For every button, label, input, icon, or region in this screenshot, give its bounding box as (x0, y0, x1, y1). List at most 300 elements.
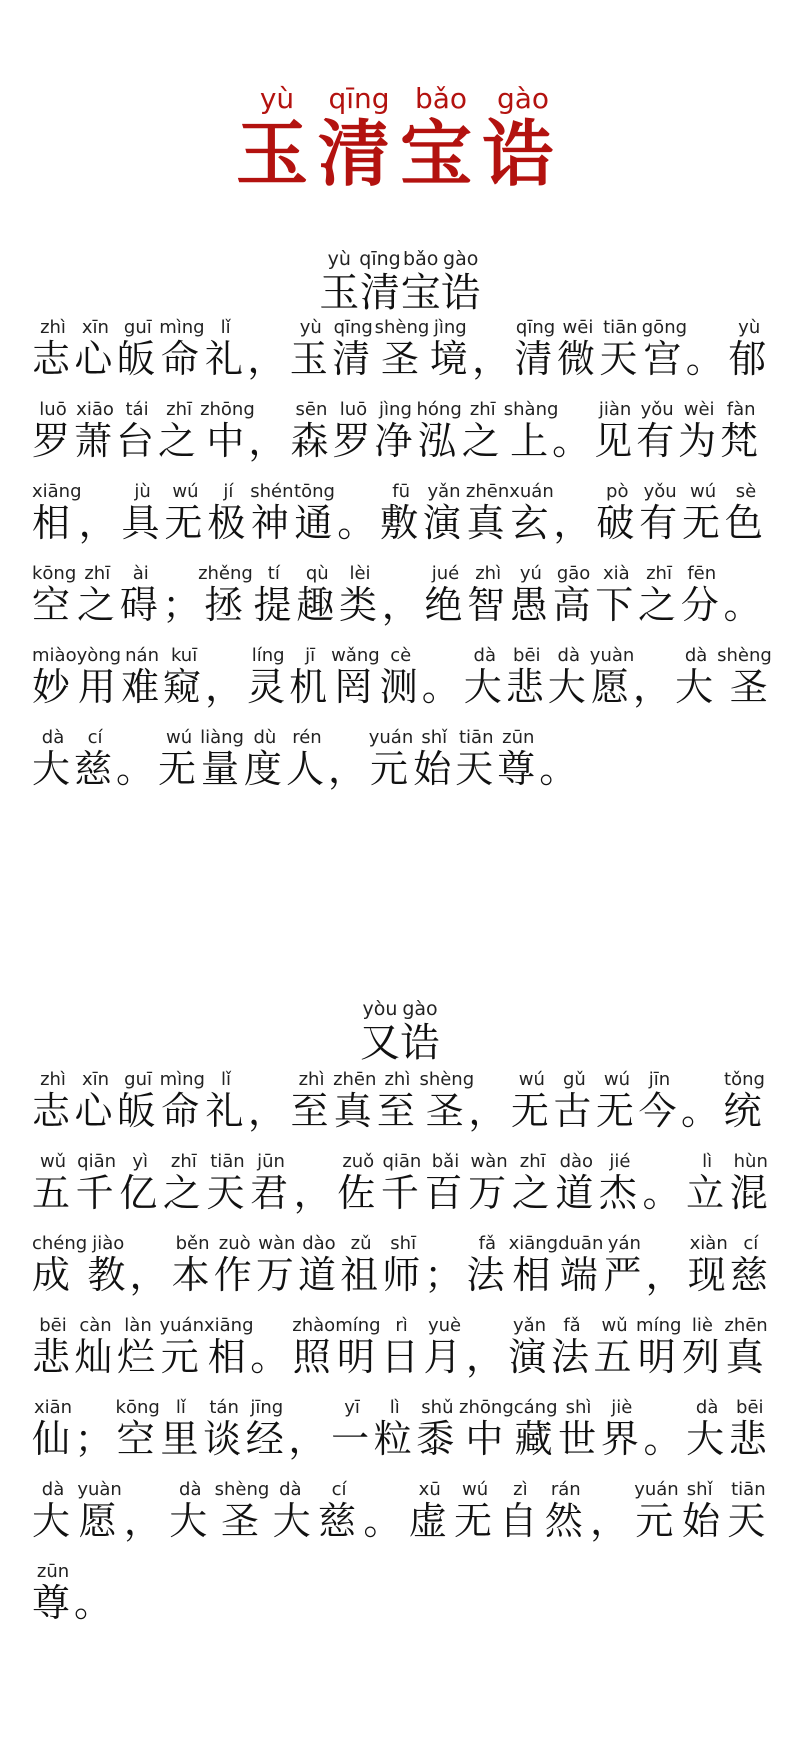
pinyin-label: mìng (159, 1069, 205, 1090)
hanzi-with-pinyin: 天tiān (727, 1479, 770, 1543)
hanzi-with-pinyin: 下xià (595, 563, 639, 627)
hanzi-with-pinyin: 中zhōng (200, 399, 255, 463)
pinyin-label: shén (250, 481, 294, 502)
punctuation: ； (74, 1417, 117, 1461)
pinyin-label: zuò (213, 1233, 256, 1254)
hanzi-with-pinyin: 之zhī (162, 1151, 207, 1215)
hanzi-with-pinyin: 祖zǔ (340, 1233, 383, 1297)
hanzi-with-pinyin: 粒lì (373, 1397, 417, 1461)
pinyin-label: yǎn (423, 481, 466, 502)
pinyin-label: zhī (158, 399, 201, 420)
pinyin-label: shèng (374, 317, 430, 338)
section-body-1 (32, 318, 772, 810)
hanzi-with-pinyin: 难nán (121, 645, 164, 709)
hanzi-with-pinyin: 提tí (252, 563, 297, 627)
hanzi-with-pinyin: 之zhī (158, 399, 201, 463)
hanzi-with-pinyin: 大dà (686, 1397, 729, 1461)
hanzi-with-pinyin: 罔wǎng (331, 645, 380, 709)
pinyin-label: lì (686, 1151, 729, 1172)
hanzi-with-pinyin: 大dà (32, 1479, 78, 1543)
hanzi-with-pinyin: 大dà (169, 1479, 215, 1543)
pinyin-label: jìng (429, 317, 472, 338)
punctuation: ， (205, 665, 248, 709)
punctuation: 。 (642, 1171, 687, 1215)
hanzi-with-pinyin: 照zhào (292, 1315, 336, 1379)
section-title-2 (0, 998, 800, 1066)
hanzi-with-pinyin: 诰gào (482, 82, 565, 197)
pinyin-label: zhōng (459, 1397, 514, 1418)
hanzi-with-pinyin: 皈guī (116, 317, 160, 381)
hanzi-with-pinyin: 现xiàn (687, 1233, 730, 1297)
pinyin-label: bēi (505, 645, 548, 666)
hanzi-with-pinyin: 度dù (243, 727, 286, 791)
pinyin-label: yù (235, 82, 318, 116)
pinyin-label: jié (598, 1151, 641, 1172)
hanzi-with-pinyin: 无wú (510, 1069, 554, 1133)
hanzi-with-pinyin: 破pò (596, 481, 640, 545)
hanzi-with-pinyin: 碍ài (119, 563, 163, 627)
pinyin-label: zhī (76, 563, 119, 584)
punctuation: ， (472, 337, 515, 381)
pinyin-label: zūn (32, 1561, 75, 1582)
hanzi-with-pinyin: 自zì (499, 1479, 545, 1543)
pinyin-label: zhī (638, 563, 681, 584)
hanzi-with-pinyin: 藏cáng (513, 1397, 558, 1461)
hanzi-with-pinyin: 智zhì (467, 563, 510, 627)
hanzi-with-pinyin: 然rán (544, 1479, 591, 1543)
hanzi-with-pinyin: 千qiān (75, 1151, 120, 1215)
hanzi-with-pinyin: 万wàn (255, 1233, 298, 1297)
pinyin-label: yǒu (639, 481, 682, 502)
pinyin-label: zhì (32, 1069, 75, 1090)
hanzi-with-pinyin: 皈guī (117, 1069, 160, 1133)
hanzi-with-pinyin: 又yòu (360, 998, 400, 1066)
pinyin-label: zǔ (340, 1233, 383, 1254)
pinyin-label: dà (169, 1479, 212, 1500)
pinyin-label: tiān (206, 1151, 249, 1172)
hanzi-with-pinyin: 烂làn (117, 1315, 160, 1379)
punctuation: ， (293, 1171, 338, 1215)
pinyin-label: dà (269, 1479, 312, 1500)
pinyin-label: sēn (290, 399, 333, 420)
punctuation: ， (247, 337, 290, 381)
hanzi-with-pinyin: 宝bǎo (400, 248, 441, 316)
pinyin-label: qīng (332, 317, 375, 338)
hanzi-with-pinyin: 灵líng (247, 645, 290, 709)
pinyin-label: xiān (32, 1397, 74, 1418)
punctuation: ， (466, 1335, 509, 1379)
pinyin-label: yuán (368, 727, 414, 748)
hanzi-with-pinyin: 混hùn (729, 1151, 772, 1215)
pinyin-label: wàn (255, 1233, 298, 1254)
pinyin-label: tǒng (723, 1069, 766, 1090)
hanzi-with-pinyin: 本běn (171, 1233, 214, 1297)
hanzi-with-pinyin: 之zhī (76, 563, 120, 627)
pinyin-label: jué (424, 563, 467, 584)
hanzi-with-pinyin: 世shì (557, 1397, 601, 1461)
hanzi-with-pinyin: 谈tán (203, 1397, 246, 1461)
pinyin-label: zhēn (333, 1069, 377, 1090)
pinyin-label: qīng (359, 248, 401, 270)
punctuation: 。 (539, 747, 582, 791)
hanzi-with-pinyin: 诰gào (400, 998, 440, 1066)
pinyin-label: wú (682, 481, 725, 502)
hanzi-with-pinyin: 清qīng (332, 317, 375, 381)
punctuation: 。 (363, 1499, 409, 1543)
pinyin-label: yòng (76, 645, 122, 666)
hanzi-with-pinyin: 至zhì (290, 1069, 334, 1133)
pinyin-label: tōng (293, 481, 336, 502)
hanzi-with-pinyin: 尊zūn (497, 727, 540, 791)
hanzi-with-pinyin: 百bǎi (424, 1151, 469, 1215)
pinyin-label: zuǒ (337, 1151, 380, 1172)
hanzi-with-pinyin: 无wú (682, 481, 725, 545)
hanzi-with-pinyin: 通tōng (293, 481, 338, 545)
hanzi-with-pinyin: 空kōng (115, 1397, 160, 1461)
pinyin-label: guī (117, 1069, 160, 1090)
pinyin-label: rén (285, 727, 328, 748)
hanzi-with-pinyin: 道dào (297, 1233, 341, 1297)
hanzi-with-pinyin: 有yǒu (636, 399, 679, 463)
pinyin-label: xiāo (74, 399, 117, 420)
punctuation: 。 (249, 1335, 293, 1379)
pinyin-label: hóng (416, 399, 462, 420)
pinyin-label: jīn (638, 1069, 681, 1090)
punctuation: ， (633, 665, 676, 709)
hanzi-with-pinyin: 类lèi (338, 563, 382, 627)
punctuation: 。 (74, 1581, 117, 1625)
pinyin-label: yú (509, 563, 552, 584)
pinyin-label: bēi (32, 1315, 75, 1336)
punctuation: 。 (685, 337, 729, 381)
pinyin-label: yǒu (636, 399, 679, 420)
hanzi-with-pinyin: 里lǐ (159, 1397, 204, 1461)
hanzi-with-pinyin: 梵fàn (720, 399, 763, 463)
pinyin-label: zhōng (200, 399, 255, 420)
hanzi-with-pinyin: 测cè (379, 645, 422, 709)
pinyin-label: lǐ (159, 1397, 202, 1418)
pinyin-label: bǎi (424, 1151, 467, 1172)
hanzi-with-pinyin: 玉yù (235, 82, 318, 197)
hanzi-with-pinyin: 圣shèng (374, 317, 430, 381)
pinyin-label: wǔ (32, 1151, 75, 1172)
hanzi-with-pinyin: 圣shèng (214, 1479, 270, 1543)
pinyin-label: wú (510, 1069, 553, 1090)
pinyin-label: xīn (74, 317, 117, 338)
punctuation: ， (248, 419, 291, 463)
pinyin-label: fǎ (466, 1233, 509, 1254)
pinyin-label: wèi (678, 399, 721, 420)
punctuation: ； (424, 1253, 467, 1297)
pinyin-label: gào (400, 998, 440, 1020)
punctuation: ， (327, 747, 370, 791)
hanzi-with-pinyin: 灿càn (74, 1315, 117, 1379)
pinyin-label: tiān (455, 727, 498, 748)
pinyin-label: yuán (634, 1479, 679, 1500)
pinyin-label: zūn (497, 727, 540, 748)
pinyin-label: wǎng (331, 645, 380, 666)
pinyin-label: dà (686, 1397, 729, 1418)
hanzi-with-pinyin: 无wú (595, 1069, 639, 1133)
hanzi-with-pinyin: 演yǎn (508, 1315, 552, 1379)
hanzi-with-pinyin: 月yuè (423, 1315, 467, 1379)
hanzi-with-pinyin: 大dà (463, 645, 506, 709)
main-title (0, 82, 800, 197)
pinyin-label: cáng (513, 1397, 558, 1418)
hanzi-with-pinyin: 一yī (331, 1397, 374, 1461)
hanzi-with-pinyin: 五wǔ (32, 1151, 76, 1215)
hanzi-with-pinyin: 见jiàn (594, 399, 637, 463)
punctuation: ， (590, 1499, 636, 1543)
pinyin-label: zhì (32, 317, 75, 338)
pinyin-label: qiān (75, 1151, 118, 1172)
pinyin-label: xīn (74, 1069, 117, 1090)
hanzi-with-pinyin: 具jù (121, 481, 165, 545)
pinyin-label: lèi (338, 563, 381, 584)
pinyin-label: yù (289, 317, 332, 338)
pinyin-label: zhì (290, 1069, 333, 1090)
punctuation: 。 (643, 1417, 687, 1461)
punctuation: 。 (421, 665, 464, 709)
pinyin-label: dào (297, 1233, 340, 1254)
hanzi-with-pinyin: 天tiān (455, 727, 498, 791)
hanzi-with-pinyin: 尊zūn (32, 1561, 75, 1625)
hanzi-with-pinyin: 悲bēi (728, 1397, 771, 1461)
hanzi-with-pinyin: 相xiāng (203, 1315, 254, 1379)
hanzi-with-pinyin: 大dà (675, 645, 718, 709)
hanzi-with-pinyin: 圣shèng (717, 645, 772, 709)
pinyin-label: yù (728, 317, 771, 338)
pinyin-label: wú (158, 727, 201, 748)
pinyin-label: jūn (250, 1151, 293, 1172)
hanzi-with-pinyin: 严yán (603, 1233, 646, 1297)
hanzi-with-pinyin: 大dà (547, 645, 590, 709)
section-body-2 (32, 1070, 772, 1644)
hanzi-with-pinyin: 亿yì (119, 1151, 163, 1215)
pinyin-label: lì (373, 1397, 416, 1418)
pinyin-label: xià (595, 563, 638, 584)
pinyin-label: sè (724, 481, 767, 502)
pinyin-label: yán (603, 1233, 646, 1254)
pinyin-label: nán (121, 645, 164, 666)
pinyin-label: fàn (720, 399, 763, 420)
hanzi-with-pinyin: 教jiào (87, 1233, 130, 1297)
pinyin-label: yǎn (508, 1315, 551, 1336)
hanzi-with-pinyin: 演yǎn (423, 481, 466, 545)
pinyin-label: ài (119, 563, 162, 584)
hanzi-with-pinyin: 礼lǐ (204, 317, 248, 381)
hanzi-with-pinyin: 元yuán (634, 1479, 679, 1543)
hanzi-with-pinyin: 真zhēn (724, 1315, 768, 1379)
hanzi-with-pinyin: 中zhōng (459, 1397, 514, 1461)
hanzi-with-pinyin: 高gāo (552, 563, 596, 627)
pinyin-label: cí (729, 1233, 772, 1254)
pinyin-label: jiàn (594, 399, 637, 420)
punctuation: ， (645, 1253, 688, 1297)
pinyin-label: wú (595, 1069, 638, 1090)
hanzi-with-pinyin: 用yòng (76, 645, 122, 709)
hanzi-with-pinyin: 色sè (724, 481, 767, 545)
hanzi-with-pinyin: 之zhī (461, 399, 504, 463)
hanzi-with-pinyin: 古gǔ (553, 1069, 596, 1133)
hanzi-with-pinyin: 空kōng (32, 563, 77, 627)
hanzi-with-pinyin: 有yǒu (639, 481, 683, 545)
hanzi-with-pinyin: 清qīng (317, 82, 400, 197)
hanzi-with-pinyin: 五wǔ (593, 1315, 637, 1379)
hanzi-with-pinyin: 立lì (686, 1151, 730, 1215)
hanzi-with-pinyin: 天tiān (599, 317, 642, 381)
hanzi-with-pinyin: 悲bēi (32, 1315, 75, 1379)
pinyin-label: qù (296, 563, 339, 584)
hanzi-with-pinyin: 无wú (158, 727, 201, 791)
hanzi-with-pinyin: 真zhēn (333, 1069, 377, 1133)
pinyin-label: wú (454, 1479, 497, 1500)
pinyin-label: yī (331, 1397, 374, 1418)
pinyin-label: jù (121, 481, 164, 502)
hanzi-with-pinyin: 法fǎ (551, 1315, 594, 1379)
pinyin-label: shì (557, 1397, 600, 1418)
hanzi-with-pinyin: 罗luō (332, 399, 375, 463)
hanzi-with-pinyin: 之zhī (638, 563, 681, 627)
pinyin-label: mìng (159, 317, 205, 338)
pinyin-label: shǔ (416, 1397, 459, 1418)
hanzi-with-pinyin: 万wàn (468, 1151, 512, 1215)
hanzi-with-pinyin: 师shī (382, 1233, 425, 1297)
hanzi-with-pinyin: 敷fū (380, 481, 424, 545)
pinyin-label: dà (463, 645, 506, 666)
pinyin-label: cí (318, 1479, 361, 1500)
punctuation: 。 (680, 1089, 724, 1133)
hanzi-with-pinyin: 慈cí (74, 727, 117, 791)
punctuation: ， (120, 1499, 170, 1543)
punctuation: 。 (116, 747, 159, 791)
hanzi-with-pinyin: 始shǐ (413, 727, 456, 791)
pinyin-label: xiāng (32, 481, 82, 502)
pinyin-label: jiè (600, 1397, 643, 1418)
hanzi-with-pinyin: 清qīng (514, 317, 557, 381)
pinyin-label: lǐ (204, 317, 247, 338)
pinyin-label: zhēn (465, 481, 510, 502)
pinyin-label: fēn (680, 563, 723, 584)
pinyin-label: zhào (292, 1315, 336, 1336)
pinyin-label: zì (499, 1479, 542, 1500)
hanzi-with-pinyin: 绝jué (424, 563, 468, 627)
pinyin-label: yuàn (77, 1479, 122, 1500)
hanzi-with-pinyin: 黍shǔ (416, 1397, 460, 1461)
pinyin-label: gāo (552, 563, 595, 584)
pinyin-label: jī (289, 645, 332, 666)
hanzi-with-pinyin: 始shǐ (678, 1479, 728, 1543)
section-title-1 (0, 248, 800, 316)
hanzi-with-pinyin: 无wú (164, 481, 208, 545)
hanzi-with-pinyin: 心xīn (74, 317, 117, 381)
pinyin-label: lǐ (204, 1069, 247, 1090)
hanzi-with-pinyin: 统tǒng (723, 1069, 766, 1133)
pinyin-label: wàn (468, 1151, 511, 1172)
pinyin-label: yòu (360, 998, 400, 1020)
hanzi-with-pinyin: 愚yú (509, 563, 553, 627)
pinyin-label: dào (555, 1151, 598, 1172)
pinyin-label: bēi (728, 1397, 771, 1418)
hanzi-with-pinyin: 慈cí (318, 1479, 364, 1543)
pinyin-label: tái (116, 399, 159, 420)
hanzi-with-pinyin: 玉yù (319, 248, 360, 316)
hanzi-with-pinyin: 端duān (558, 1233, 604, 1297)
hanzi-with-pinyin: 神shén (250, 481, 294, 545)
punctuation: 。 (723, 583, 766, 627)
pinyin-label: běn (171, 1233, 214, 1254)
pinyin-label: tiān (727, 1479, 770, 1500)
pinyin-label: míng (636, 1315, 682, 1336)
hanzi-with-pinyin: 慈cí (729, 1233, 772, 1297)
hanzi-with-pinyin: 仙xiān (32, 1397, 75, 1461)
punctuation: ， (129, 1253, 172, 1297)
pinyin-label: chéng (32, 1233, 88, 1254)
hanzi-with-pinyin: 为wèi (678, 399, 721, 463)
hanzi-with-pinyin: 人rén (285, 727, 328, 791)
pinyin-label: bǎo (400, 248, 441, 270)
pinyin-label: zhī (511, 1151, 554, 1172)
hanzi-with-pinyin: 上shàng (503, 399, 559, 463)
pinyin-label: rán (544, 1479, 587, 1500)
hanzi-with-pinyin: 经jīng (245, 1397, 289, 1461)
pinyin-label: míng (335, 1315, 381, 1336)
punctuation: 。 (337, 501, 381, 545)
pinyin-label: duān (558, 1233, 604, 1254)
pinyin-label: cí (74, 727, 117, 748)
pinyin-label: zhì (376, 1069, 419, 1090)
hanzi-with-pinyin: 玉yù (289, 317, 333, 381)
pinyin-label: miào (32, 645, 77, 666)
hanzi-with-pinyin: 台tái (116, 399, 159, 463)
hanzi-with-pinyin: 礼lǐ (204, 1069, 248, 1133)
hanzi-with-pinyin: 之zhī (511, 1151, 556, 1215)
pinyin-label: xuán (509, 481, 554, 502)
hanzi-with-pinyin: 君jūn (250, 1151, 294, 1215)
pinyin-label: pò (596, 481, 639, 502)
pinyin-label: jiào (87, 1233, 130, 1254)
pinyin-label: liàng (200, 727, 244, 748)
pinyin-label: gào (440, 248, 481, 270)
pinyin-label: càn (74, 1315, 117, 1336)
hanzi-with-pinyin: 大dà (32, 727, 75, 791)
hanzi-with-pinyin: 相xiāng (508, 1233, 559, 1297)
pinyin-label: tán (203, 1397, 246, 1418)
hanzi-with-pinyin: 量liàng (200, 727, 244, 791)
punctuation: ， (381, 583, 425, 627)
pinyin-label: bǎo (400, 82, 482, 116)
pinyin-label: qīng (514, 317, 557, 338)
pinyin-label: shèng (717, 645, 772, 666)
pinyin-label: qīng (317, 82, 400, 116)
pinyin-label: rì (380, 1315, 423, 1336)
punctuation: ， (77, 501, 122, 545)
hanzi-with-pinyin: 净jìng (374, 399, 417, 463)
hanzi-with-pinyin: 森sēn (290, 399, 333, 463)
pinyin-label: qiān (380, 1151, 423, 1172)
hanzi-with-pinyin: 妙miào (32, 645, 77, 709)
hanzi-with-pinyin: 清qīng (359, 248, 401, 316)
hanzi-with-pinyin: 作zuò (213, 1233, 256, 1297)
pinyin-label: gōng (641, 317, 688, 338)
pinyin-label: tiān (599, 317, 642, 338)
hanzi-with-pinyin: 天tiān (206, 1151, 251, 1215)
hanzi-with-pinyin: 心xīn (74, 1069, 118, 1133)
hanzi-with-pinyin: 今jīn (638, 1069, 681, 1133)
pinyin-label: cè (379, 645, 422, 666)
pinyin-label: jīng (245, 1397, 288, 1418)
hanzi-with-pinyin: 元yuán (159, 1315, 204, 1379)
